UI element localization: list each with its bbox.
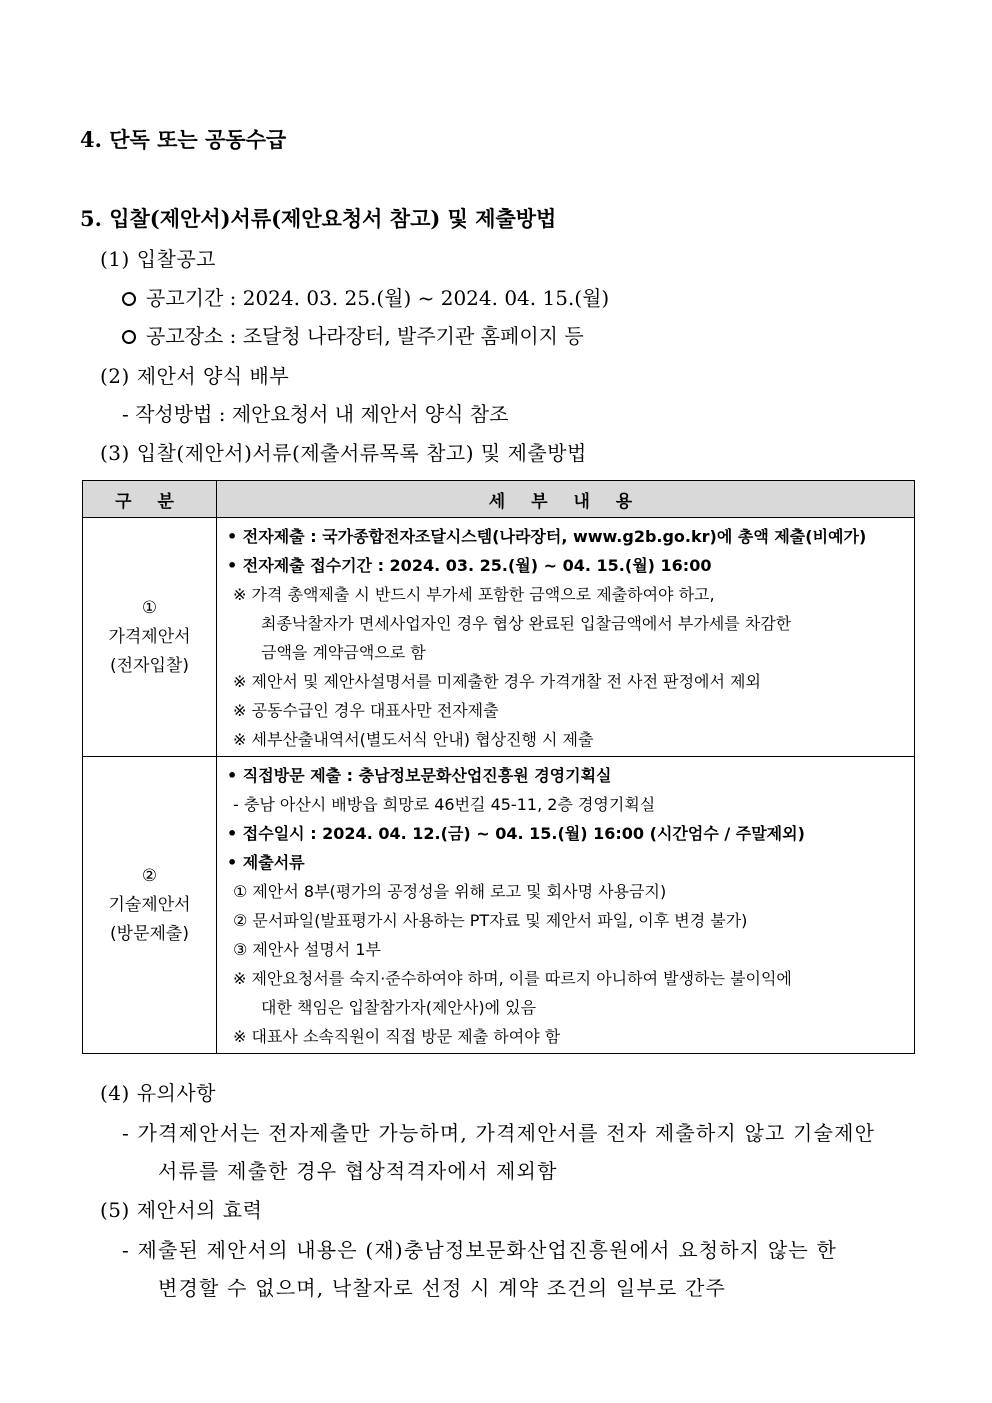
table-row-price-proposal [83, 518, 915, 757]
subsection-4-title: (4) 유의사항 [100, 1081, 216, 1105]
announce-place-text: 공고장소 : 조달청 나라장터, 발주기관 홈페이지 등 [146, 324, 584, 348]
circle-bullet-icon [122, 292, 136, 306]
subsection-1-title: (1) 입찰공고 [100, 247, 216, 271]
row1-line: 최종낙찰자가 면세사업자인 경우 협상 완료된 입찰금액에서 부가세를 차감한 [261, 614, 792, 633]
price-proposal-category [83, 518, 217, 757]
row2-line: ※ 제안요청서를 숙지·준수하여야 하며, 이를 따르지 아니하여 발생하는 불이익에 [233, 969, 792, 988]
row1-line: 금액을 계약금액으로 함 [261, 643, 426, 662]
row2-line: - 충남 아산시 배방읍 희망로 46번길 45-11, 2층 경영기획실 [233, 795, 656, 814]
header-detail: 세 부 내 용 [217, 481, 915, 518]
subsection-3-title: (3) 입찰(제안서)서류(제출서류목록 참고) 및 제출방법 [100, 441, 587, 465]
submission-table [82, 480, 915, 1054]
row2-number: ② [141, 865, 158, 886]
table-row-tech-proposal [83, 757, 915, 1054]
header-category: 구 분 [83, 481, 217, 518]
tech-proposal-category [83, 757, 217, 1054]
subsection-2-title: (2) 제안서 양식 배부 [100, 364, 290, 388]
table-header-row [83, 481, 915, 518]
row1-line: ※ 공동수급인 경우 대표사만 전자제출 [233, 701, 499, 720]
row2-method: (방문제출) [110, 923, 189, 944]
writing-method-text: - 작성방법 : 제안요청서 내 제안서 양식 참조 [122, 402, 509, 426]
row2-name: 기술제안서 [108, 894, 191, 915]
notes-line-1: - 가격제안서는 전자제출만 가능하며, 가격제안서를 전자 제출하지 않고 기술제안 [122, 1121, 876, 1145]
row2-line: • 제출서류 [227, 853, 305, 872]
row2-line: 대한 책임은 입찰참가자(제안사)에 있음 [261, 998, 537, 1017]
row1-line: • 전자제출 : 국가종합전자조달시스템(나라장터, www.g2b.go.kr)에 총액 제출(비예가) [227, 527, 867, 546]
section-5-heading: 5. 입찰(제안서)서류(제안요청서 참고) 및 제출방법 [80, 206, 557, 231]
row1-line: ※ 제안서 및 제안사설명서를 미제출한 경우 가격개찰 전 사전 판정에서 제외 [233, 672, 761, 691]
row2-line: ② 문서파일(발표평가시 사용하는 PT자료 및 제안서 파일, 이후 변경 불가) [233, 911, 748, 930]
subsection-5-title: (5) 제안서의 효력 [100, 1198, 263, 1222]
row1-line: • 전자제출 접수기간 : 2024. 03. 25.(월) ~ 04. 15.(월) 16:00 [227, 556, 712, 575]
tech-proposal-details [217, 757, 915, 1054]
validity-line-1: - 제출된 제안서의 내용은 (재)충남정보문화산업진흥원에서 요청하지 않는 한 [122, 1238, 837, 1262]
notes-line-2: 서류를 제출한 경우 협상적격자에서 제외함 [158, 1159, 558, 1183]
circle-bullet-icon [122, 330, 136, 344]
row2-line: • 접수일시 : 2024. 04. 12.(금) ~ 04. 15.(월) 16:00 (시간엄수 / 주말제외) [227, 824, 805, 843]
row1-line: ※ 가격 총액제출 시 반드시 부가세 포함한 금액으로 제출하여야 하고, [233, 585, 715, 604]
row2-line: ① 제안서 8부(평가의 공정성을 위해 로고 및 회사명 사용금지) [233, 882, 667, 901]
announce-period-item [122, 282, 609, 311]
row1-number: ① [141, 597, 158, 618]
row1-name: 가격제안서 [108, 626, 191, 647]
row1-line: ※ 세부산출내역서(별도서식 안내) 협상진행 시 제출 [233, 730, 594, 749]
row1-method: (전자입찰) [110, 655, 189, 676]
row2-line: ③ 제안사 설명서 1부 [233, 940, 381, 959]
row2-line: ※ 대표사 소속직원이 직접 방문 제출 하여야 함 [233, 1027, 561, 1046]
price-proposal-details [217, 518, 915, 757]
validity-line-2: 변경할 수 없으며, 낙찰자로 선정 시 계약 조건의 일부로 간주 [158, 1276, 727, 1300]
row2-line: • 직접방문 제출 : 충남정보문화산업진흥원 경영기획실 [227, 766, 612, 785]
announce-period-text: 공고기간 : 2024. 03. 25.(월) ~ 2024. 04. 15.(월) [146, 286, 610, 310]
announce-place-item [122, 320, 584, 349]
section-4-heading: 4. 단독 또는 공동수급 [80, 127, 287, 152]
